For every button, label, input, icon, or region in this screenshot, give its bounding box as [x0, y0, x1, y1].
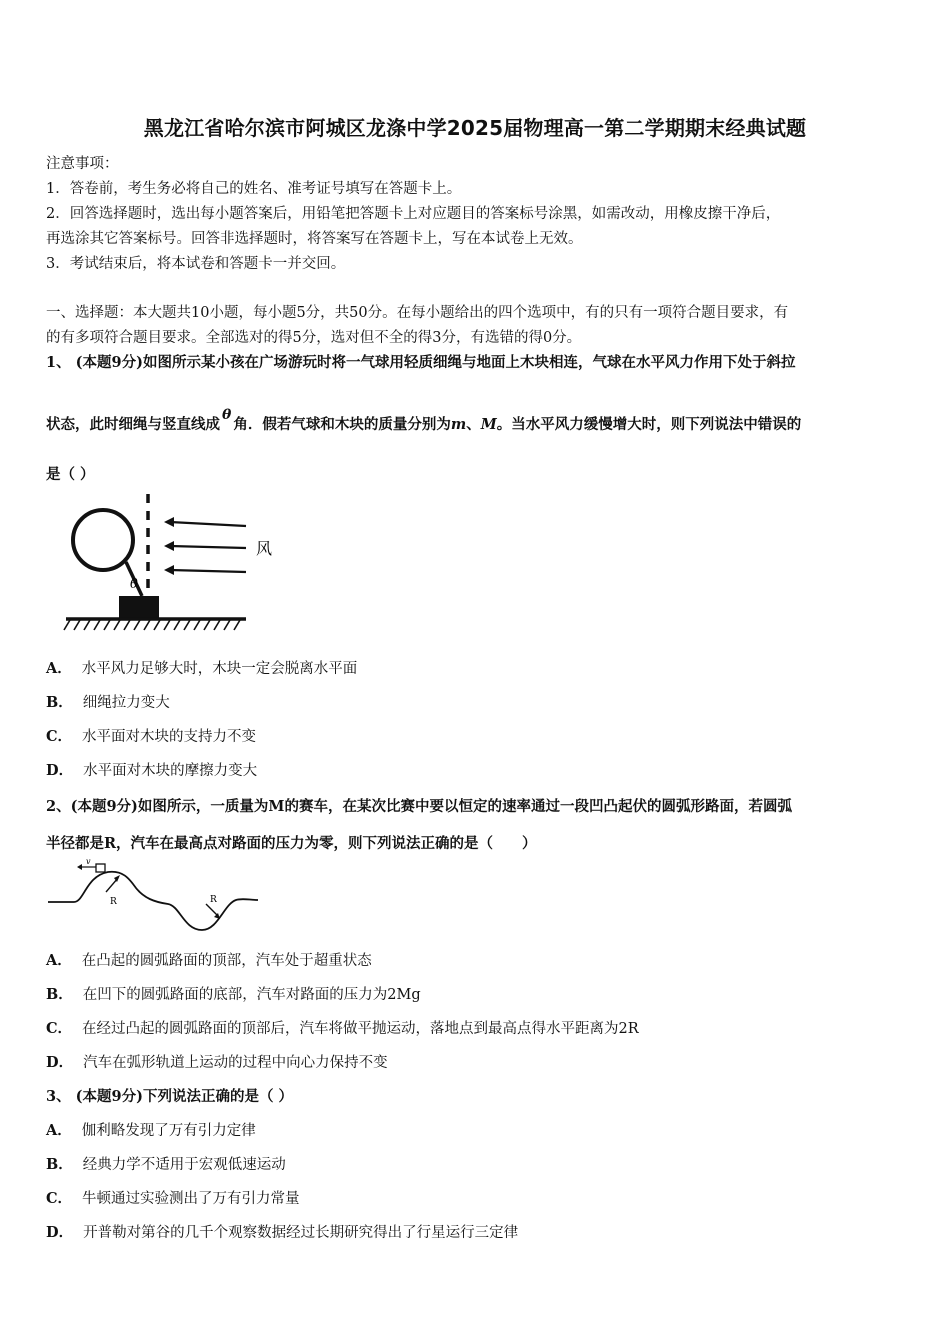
- q2-option-a[interactable]: [46, 949, 372, 970]
- notice-item: 1．答卷前，考生务必将自己的姓名、准考证号填写在答题卡上。: [46, 181, 462, 197]
- radius-label-2: R: [210, 895, 217, 905]
- option-text: 水平面对木块的支持力不变: [82, 729, 257, 745]
- q2-stem-line2: 半径都是R，汽车在最高点对路面的压力为零，则下列说法正确的是（ ）: [46, 835, 537, 852]
- page-title: 黑龙江省哈尔滨市阿城区龙涤中学2025届物理高一第二学期期末经典试题: [143, 116, 807, 140]
- q2-option-b[interactable]: [46, 983, 421, 1004]
- mass-m: m: [450, 416, 467, 433]
- velocity-arrowhead: [77, 864, 82, 870]
- velocity-label: v: [86, 857, 91, 866]
- ground-hatching: [64, 620, 240, 630]
- option-letter: D．: [46, 1054, 74, 1071]
- option-text: 在凹下的圆弧路面的底部，汽车对路面的压力为2Mg: [82, 987, 421, 1003]
- radius-arrowhead-2: [214, 913, 220, 919]
- q1-stem-part: 角．假若气球和木块的质量分别为: [233, 416, 451, 433]
- balloon-circle: [73, 510, 133, 570]
- q2-option-d[interactable]: [46, 1051, 388, 1072]
- radius-label-1: R: [110, 897, 117, 907]
- q1-stem: 1、 (本题9分)如图所示某小孩在广场游玩时将一气球用轻质细绳与地面上木块相连，气球在水平风力作用下处于斜拉: [46, 354, 796, 371]
- balloon-figure: [60, 490, 280, 640]
- section-instruction: 一、选择题：本大题共10小题，每小题5分，共50分。在每小题给出的四个选项中，有的只有一项符合题目要求，有: [46, 305, 789, 321]
- car-icon: [96, 864, 105, 872]
- option-letter: A．: [46, 1122, 72, 1139]
- option-letter: C．: [46, 728, 73, 745]
- q1-option-b[interactable]: [46, 691, 170, 712]
- q2-option-c[interactable]: [46, 1017, 639, 1038]
- q3-option-a[interactable]: [46, 1119, 256, 1140]
- q1-stem-part: 。当水平风力缓慢增大时，则下列说法中错误的: [496, 416, 802, 433]
- option-letter: C．: [46, 1190, 73, 1207]
- option-text: 水平风力足够大时，木块一定会脱离水平面: [81, 661, 358, 677]
- q1-option-d[interactable]: [46, 759, 257, 780]
- notice-item: 再选涂其它答案标号。回答非选择题时，将答案写在答题卡上，写在本试卷上无效。: [46, 231, 583, 247]
- q3-option-d[interactable]: [46, 1221, 518, 1242]
- option-text: 汽车在弧形轨道上运动的过程中向心力保持不变: [83, 1055, 388, 1071]
- q1-option-c[interactable]: [46, 725, 256, 746]
- option-text: 水平面对木块的摩擦力变大: [83, 763, 258, 779]
- mass-M: M: [480, 416, 497, 433]
- notice-item: 2．回答选择题时，选出每小题答案后，用铅笔把答题卡上对应题目的答案标号涂黑，如需改动，用橡皮擦干净后，: [46, 206, 781, 222]
- theta-symbol: θ: [222, 407, 232, 423]
- option-letter: B．: [46, 1156, 73, 1173]
- notice-heading: 注意事项：: [46, 156, 119, 172]
- option-text: 开普勒对第谷的几千个观察数据经过长期研究得出了行星运行三定律: [83, 1225, 519, 1241]
- section-instruction: 的有多项符合题目要求。全部选对的得5分，选对但不全的得3分，有选错的得0分。: [46, 330, 582, 346]
- wooden-block: [119, 596, 159, 618]
- option-text: 伽利略发现了万有引力定律: [81, 1123, 256, 1139]
- option-letter: A．: [46, 952, 72, 969]
- road-figure: [46, 858, 266, 938]
- road-path: [48, 872, 258, 930]
- option-letter: A．: [46, 660, 72, 677]
- q2-stem: 2、(本题9分)如图所示，一质量为M的赛车，在某次比赛中要以恒定的速率通过一段凹凸起伏的圆弧形路面，若圆弧: [46, 798, 792, 815]
- option-letter: B．: [46, 694, 73, 711]
- q3-option-c[interactable]: [46, 1187, 300, 1208]
- option-letter: D．: [46, 1224, 74, 1241]
- option-letter: C．: [46, 1020, 73, 1037]
- q3-option-b[interactable]: [46, 1153, 286, 1174]
- notice-item: 3．考试结束后，将本试卷和答题卡一并交回。: [46, 256, 346, 272]
- option-letter: B．: [46, 986, 73, 1003]
- option-letter: D．: [46, 762, 74, 779]
- separator: 、: [466, 416, 481, 433]
- option-text: 在经过凸起的圆弧路面的顶部后，汽车将做平抛运动，落地点到最高点得水平距离为2R: [82, 1021, 639, 1037]
- q1-stem-part: 状态，此时细绳与竖直线成: [46, 416, 220, 433]
- q1-stem-line3: 是（ ）: [46, 466, 95, 483]
- q1-stem-line2: [46, 407, 802, 434]
- wind-arrows: [164, 517, 246, 575]
- radius-line-2: [206, 904, 218, 916]
- option-text: 在凸起的圆弧路面的顶部，汽车处于超重状态: [81, 953, 372, 969]
- q1-option-a[interactable]: [46, 657, 357, 678]
- q3-stem: 3、 (本题9分)下列说法正确的是（ ）: [46, 1088, 293, 1105]
- theta-label: θ: [130, 577, 138, 592]
- option-text: 经典力学不适用于宏观低速运动: [82, 1157, 286, 1173]
- option-text: 牛顿通过实验测出了万有引力常量: [82, 1191, 300, 1207]
- option-text: 细绳拉力变大: [82, 695, 170, 711]
- wind-label: 风: [256, 539, 273, 558]
